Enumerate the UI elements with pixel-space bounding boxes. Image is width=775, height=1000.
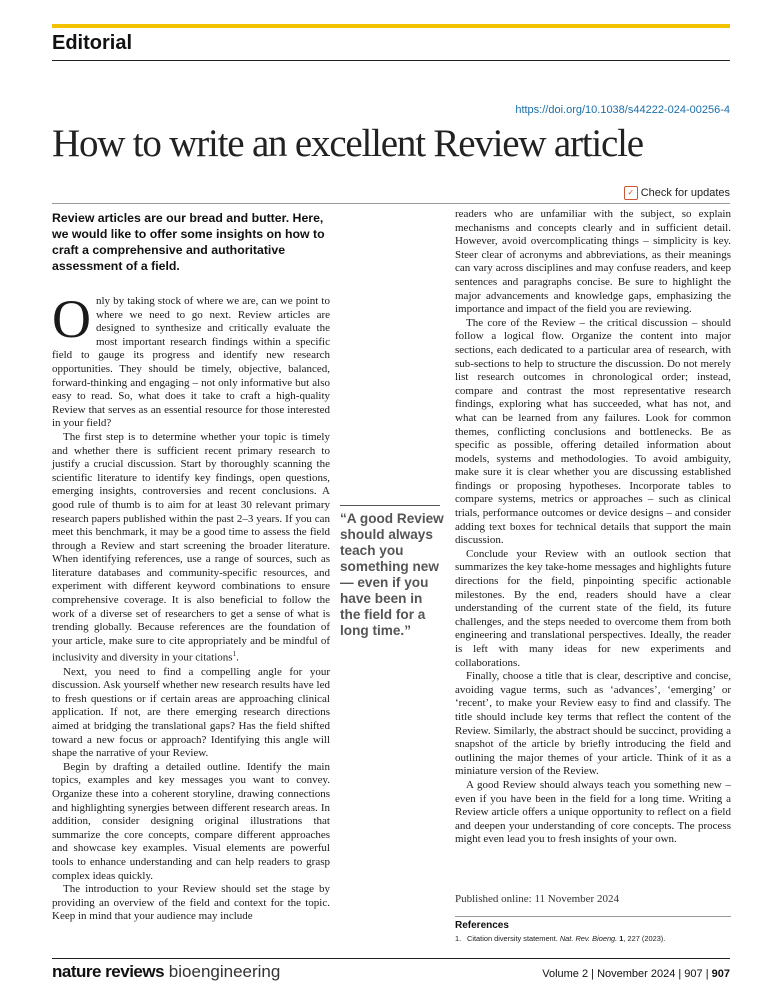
header-rule [52,60,730,61]
paragraph-8: Conclude your Review with an outlook section that summarizes the key take-home messages and highlights future directions for the field, pinpointing specific actionable milestones. By the end, readers should have a clear understanding of the current state of the field, its future challenges, and the steps needed to overcome them from both engineering and translational perspectives. Ideally, the reader is left with many ideas for new experiments and collaborations. [455,547,731,669]
page-info [542,968,730,980]
paragraph-4: Begin by drafting a detailed outline. Identify the main topics, examples and key messages you want to convey. Organize these into a coherent storyline, drawing connections and highlighting synergies between different research areas. In addition, consider designing original illustrations that summarize the core concepts, compare different approaches and showcase key examples. Visual elements are powerful tools to enhance understanding and can help readers to grasp complex ideas quickly. [52,760,330,882]
dropcap: O [52,289,91,349]
reference-pages: , 227 (2023). [623,934,666,943]
paragraph-1 [52,289,330,431]
pullquote: “A good Review should always teach you something new — even if you have been in the field for a long time.” [340,511,444,638]
volume-info: Volume 2 | November 2024 | 907 | [542,968,709,980]
accent-bar [52,24,730,28]
footer-rule [52,958,730,959]
page-number: 907 [711,968,730,980]
journal-logo [52,962,280,982]
paragraph-6: readers who are unfamiliar with the subject, so explain mechanisms and concepts clearly and in sufficient detail. However, avoid overcomplicating things – simplicity is key. Steer clear of acronyms and abbreviations, as their meanings can vary across disciplines and may confuse readers, and keep sentences and paragraphs concise. Be sure to highlight the major advancements and knowledge gaps, emphasizing the importance and impact of the field you are reviewing. [455,208,731,316]
doi-link[interactable]: https://doi.org/10.1038/s44222-024-00256-4 [515,104,730,116]
reference-number: 1. [455,934,462,943]
journal-name-bold: nature reviews [52,962,165,981]
check-updates-button[interactable] [624,186,730,200]
paragraph-7: The core of the Review – the critical discussion – should follow a logical flow. Organize the content into major sections, each dedicated to a particular area of research, with sub-sections to help to structure the discussion. Do not merely list research outcomes in chronological order; instead, compare and contrast the most representative research findings, exploring what has succeeded, what has not, and what can be learned from any failures. Look for common themes, conflicting conclusions and bottlenecks. Be as specific as possible, offering detailed information about models, systems and methodologies. To avoid ambiguity, make sure it is clear whether you are discussing established findings or proposing hypotheses. Incorporate tables to compare systems, metrics or approaches – such as clinical trials, performance outcomes or device designs – and consider adding text boxes for technical details that support the main discussion. [455,316,731,547]
article-title: How to write an excellent Review article [52,122,643,165]
paragraph-3: Next, you need to find a compelling angle for your discussion. Ask yourself whether new research results have led to fresh questions or if certain areas are approaching clinical application. If not, are there emerging research directions aimed at bridging the translational gaps? Has the field shifted toward a new focus or approach? Identifying this angle will shape the narrative of your Review. [52,665,330,760]
body-column-left [52,289,330,924]
divider [52,203,730,204]
published-date: Published online: 11 November 2024 [455,893,619,905]
paragraph-1-text: nly by taking stock of where we are, can we point to where we need to go next. Review articles are designed to synthesize and critically evaluate the most important research findings within a specific field to gauge its progress and identify new research opportunities. They should be timely, objective, balanced, forward-thinking and engaging – not only informative but also easy to read. So, what does it take to craft a high-quality Review that serves as an essential resource for those interested in your field? [52,295,330,430]
check-updates-label: Check for updates [640,187,730,199]
body-column-right [455,208,731,847]
paragraph-2: The first step is to determine whether your topic is timely and whether there is sufficient recent primary research to justify a crucial discussion. Start by thoroughly scanning the scientific literature to identify key findings, open questions, emerging insights, controversies and recent conclusions. A good rule of thumb is to aim for at least 30 relevant primary research papers published within the past 2–3 years. If you can meet this benchmark, it may be a good time to assess the field through a Review and start screening the broader literature. When identifying references, use a range of sources, such as literature databases and community-specific resources, and experiment with different keyword combinations to ensure comprehensive coverage. It is also beneficial to follow the work of a diverse set of researchers to get a sense of what is trending globally. Because references are the foundation of your article, make sure to cite appropriately and be mindful of inclusivity and diversity in your citations$^1$. [52,430,330,665]
references-rule [455,916,731,917]
reference-volume: 1 [619,934,624,943]
section-label: Editorial [52,32,133,54]
paragraph-10: A good Review should always teach you something new – even if you have been in the field for a long time. Writing a Review article offers a unique opportunity to reflect on a field and deepen your understanding of core concepts. The process might even lead you to fresh insights of your own. [455,778,731,846]
pullquote-rule [340,505,440,506]
standfirst: Review articles are our bread and butter. Here, we would like to offer some insights on how to craft a comprehensive and authoritative assessment of a field. [52,211,325,273]
paragraph-9: Finally, choose a title that is clear, descriptive and concise, avoiding vague terms, such as ‘advances’, ‘emerging’ or ‘recent’, to make your Review easy to find and classify. The title should include key terms that reflect the content of the Review. Similarly, the abstract should be succinct, providing a snapshot of the article by briefly introducing the field and outlining the major themes of your article. Think of it as a miniature version of the Review. [455,670,731,778]
reference-journal: Nat. Rev. Bioeng. [559,934,618,943]
paragraph-5: The introduction to your Review should set the stage by providing an overview of the field and context for the topic. Keep in mind that your audience may include [52,883,330,923]
citation-1[interactable]: 1 [232,650,237,659]
reference-title: Citation diversity statement. [467,934,558,943]
check-updates-icon: ✓ [624,186,638,200]
paragraph-2-text: The first step is to determine whether your topic is timely and whether there is sufficient recent primary research to justify a crucial discussion. Start by thoroughly scanning the scientific literature to identify key findings, open questions, emerging insights, controversies and recent conclusions. A good rule of thumb is to aim for at least 30 relevant primary research papers published within the past 2–3 years. If you can meet this benchmark, it may be a good time to assess the field through a Review and start screening the broader literature. When identifying references, use a range of sources, such as literature databases and community-specific resources, and experiment with different keyword combinations to ensure comprehensive coverage. It is also beneficial to follow the work of a diverse set of researchers to get a sense of what is trending globally. Because references are the foundation of your article, make sure to cite appropriately and be mindful of inclusivity and diversity in your citations [52,430,330,665]
references-heading: References [455,920,509,931]
journal-name-light: bioengineering [168,962,281,981]
reference-item[interactable] [455,934,731,943]
